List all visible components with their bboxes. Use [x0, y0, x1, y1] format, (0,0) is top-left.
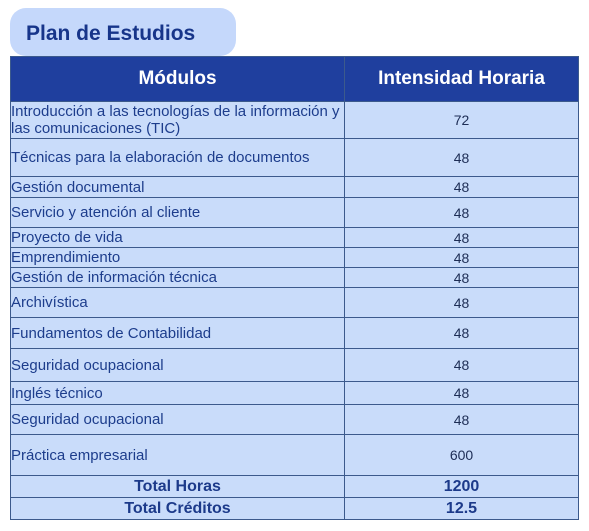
module-hours: 48 [345, 177, 579, 198]
total-credits-row [11, 498, 579, 520]
table-row [11, 248, 579, 268]
module-hours: 48 [345, 248, 579, 268]
table-row [11, 288, 579, 318]
table-row [11, 405, 579, 435]
module-name: Seguridad ocupacional [11, 405, 345, 435]
module-name: Práctica empresarial [11, 435, 345, 476]
total-hours-row [11, 476, 579, 498]
total-credits-value: 12.5 [345, 498, 579, 520]
module-name: Introducción a las tecnologías de la información y las comunicaciones (TIC) [11, 102, 345, 139]
module-name: Gestión documental [11, 177, 345, 198]
module-name: Emprendimiento [11, 248, 345, 268]
module-name: Servicio y atención al cliente [11, 198, 345, 228]
header-hours: Intensidad Horaria [345, 57, 579, 102]
module-hours: 48 [345, 198, 579, 228]
table-row [11, 349, 579, 382]
module-name: Técnicas para la elaboración de documentos [11, 139, 345, 177]
module-hours: 48 [345, 318, 579, 349]
module-hours: 600 [345, 435, 579, 476]
table-row [11, 382, 579, 405]
module-hours: 48 [345, 382, 579, 405]
table-row [11, 139, 579, 177]
table-row [11, 268, 579, 288]
header-modules: Módulos [11, 57, 345, 102]
module-hours: 48 [345, 139, 579, 177]
table-row [11, 435, 579, 476]
module-hours: 48 [345, 288, 579, 318]
module-name: Gestión de información técnica [11, 268, 345, 288]
module-hours: 72 [345, 102, 579, 139]
module-name: Proyecto de vida [11, 228, 345, 248]
module-hours: 48 [345, 405, 579, 435]
table-row [11, 318, 579, 349]
study-plan-table [10, 56, 579, 520]
total-hours-value: 1200 [345, 476, 579, 498]
table-header-row [11, 57, 579, 102]
module-name: Seguridad ocupacional [11, 349, 345, 382]
total-hours-label: Total Horas [11, 476, 345, 498]
module-name: Fundamentos de Contabilidad [11, 318, 345, 349]
module-hours: 48 [345, 349, 579, 382]
module-name: Inglés técnico [11, 382, 345, 405]
module-name: Archivística [11, 288, 345, 318]
table-row [11, 228, 579, 248]
total-credits-label: Total Créditos [11, 498, 345, 520]
module-hours: 48 [345, 268, 579, 288]
module-hours: 48 [345, 228, 579, 248]
table-row [11, 198, 579, 228]
table-row [11, 102, 579, 139]
page-title: Plan de Estudios [10, 8, 236, 56]
table-row [11, 177, 579, 198]
